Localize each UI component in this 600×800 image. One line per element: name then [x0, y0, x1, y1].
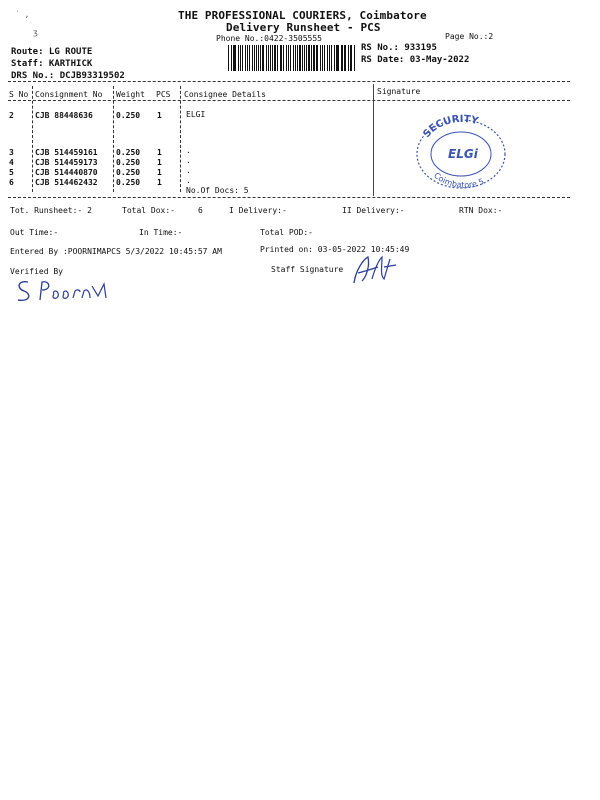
barcode-bar [258, 45, 259, 71]
column-header: PCS [156, 90, 171, 99]
total-dox-value: 6 [198, 206, 203, 215]
pcs-cell: 1 [157, 168, 162, 177]
barcode-bar [274, 45, 276, 71]
column-header: Consignment No [35, 90, 103, 99]
barcode-bar [233, 45, 234, 71]
divider [8, 100, 570, 101]
verified-by-label: Verified By [10, 267, 63, 276]
in-time: In Time:- [139, 228, 183, 237]
route: Route: LG ROUTE [11, 47, 93, 57]
barcode-bar [245, 45, 246, 71]
sno-cell: 2 [9, 111, 14, 120]
barcode-bar [262, 45, 264, 71]
barcode-bar [344, 45, 346, 71]
phone-number: Phone No.:0422-3505555 [216, 34, 322, 43]
barcode-bar [348, 45, 349, 71]
column-divider [180, 86, 181, 192]
barcode-bar [283, 45, 284, 71]
sno-cell: 3 [9, 148, 14, 157]
consignee-cell: ELGI [186, 110, 206, 119]
column-divider [32, 86, 33, 192]
ii-delivery: II Delivery:- [342, 206, 405, 215]
out-time: Out Time:- [10, 228, 59, 237]
consignment-cell: CJB 514440870 [35, 168, 98, 177]
company-title: THE PROFESSIONAL COURIERS, Coimbatore [178, 9, 427, 22]
barcode-bar [306, 45, 307, 71]
drs-number: DRS No.: DCJB93319502 [11, 71, 125, 81]
consignee-cell: . [186, 156, 191, 165]
barcode-bar [316, 45, 317, 71]
column-header: Signature [377, 87, 421, 96]
rs-number: RS No.: 933195 [361, 43, 437, 53]
barcode-bar [317, 45, 318, 71]
column-divider [373, 84, 374, 196]
consignment-cell: CJB 514459161 [35, 148, 98, 157]
column-divider [113, 86, 114, 192]
barcode-bar [293, 45, 295, 71]
barcode-bar [327, 45, 329, 71]
barcode-bar [337, 45, 338, 71]
barcode-bar [290, 45, 291, 71]
barcode-bar [242, 45, 243, 71]
barcode-bar [252, 45, 253, 71]
scan-speck: ʒ [33, 28, 38, 37]
verified-by-signature [14, 276, 124, 306]
entered-by: Entered By :POORNIMAPCS 5/3/2022 10:45:57 AM [10, 247, 222, 256]
staff: Staff: KARTHICK [11, 59, 93, 69]
consignee-cell: . [186, 176, 191, 185]
staff-signature-label: Staff Signature [271, 265, 344, 274]
barcode-bar [254, 45, 255, 71]
barcode-bar [354, 45, 355, 71]
barcode-bar [341, 45, 342, 71]
barcode-bar [334, 45, 335, 71]
barcode-bar [249, 45, 250, 71]
barcode-bar [311, 45, 312, 71]
consignee-cell: . [186, 166, 191, 175]
barcode-bar [270, 45, 271, 71]
barcode-bar [299, 45, 300, 71]
stamp-top-text: SECURITY [421, 113, 480, 140]
pcs-cell: 1 [157, 148, 162, 157]
weight-cell: 0.250 [116, 111, 141, 120]
column-header: S No [9, 90, 29, 99]
barcode-bar [304, 45, 305, 71]
total-pod: Total POD:- [260, 228, 313, 237]
pcs-cell: 1 [157, 111, 162, 120]
barcode-bar [240, 45, 241, 71]
barcode [228, 45, 356, 71]
barcode-bar [324, 45, 325, 71]
stamp-bottom-text: Coimbatore 5 [432, 170, 486, 190]
pcs-cell: 1 [157, 158, 162, 167]
weight-cell: 0.250 [116, 148, 141, 157]
barcode-bar [350, 45, 351, 71]
barcode-bar [322, 45, 323, 71]
barcode-bar [288, 45, 289, 71]
pcs-cell: 1 [157, 178, 162, 187]
barcode-bar [266, 45, 267, 71]
sno-cell: 6 [9, 178, 14, 187]
no-of-docs: No.Of Docs: 5 [186, 186, 249, 195]
stamp-logo-text: ELGi [448, 147, 478, 161]
scan-speck: ˙ , [15, 10, 30, 19]
column-header: Weight [116, 90, 145, 99]
barcode-bar [231, 45, 232, 71]
barcode-bar [313, 45, 314, 71]
consignment-cell: CJB 514459173 [35, 158, 98, 167]
weight-cell: 0.250 [116, 168, 141, 177]
barcode-bar [268, 45, 269, 71]
barcode-bar [286, 45, 287, 71]
weight-cell: 0.250 [116, 178, 141, 187]
consignment-cell: CJB 514462432 [35, 178, 98, 187]
consignment-cell: CJB 88448636 [35, 111, 93, 120]
barcode-bar [247, 45, 249, 71]
barcode-bar [342, 45, 343, 71]
barcode-bar [329, 45, 330, 71]
document-title: Delivery Runsheet - PCS [226, 21, 381, 34]
page-number: Page No.:2 [445, 32, 494, 41]
barcode-bar [295, 45, 296, 71]
consignee-cell: . [186, 146, 191, 155]
i-delivery: I Delivery:- [229, 206, 287, 215]
total-runsheet: Tot. Runsheet:- 2 [10, 206, 92, 215]
sno-cell: 4 [9, 158, 14, 167]
barcode-bar [272, 45, 273, 71]
barcode-bar [260, 45, 261, 71]
staff-signature [350, 253, 400, 287]
rtn-dox: RTN Dox:- [459, 206, 503, 215]
sno-cell: 5 [9, 168, 14, 177]
barcode-bar [297, 45, 298, 71]
divider [8, 197, 570, 198]
divider [8, 81, 570, 82]
printed-on: Printed on: 03-05-2022 10:45:49 [260, 245, 410, 254]
barcode-bar [302, 45, 303, 71]
barcode-bar [280, 45, 281, 71]
security-stamp [409, 113, 513, 195]
total-dox-label: Total Dox:- [122, 206, 175, 215]
barcode-bar [351, 45, 352, 71]
weight-cell: 0.250 [116, 158, 141, 167]
barcode-bar [238, 45, 239, 71]
barcode-bar [320, 45, 321, 71]
barcode-bar [331, 45, 332, 71]
barcode-bar [228, 45, 229, 71]
barcode-bar [234, 45, 236, 71]
barcode-bar [277, 45, 278, 71]
barcode-bar [256, 45, 257, 71]
rs-date: RS Date: 03-May-2022 [361, 55, 470, 65]
column-header: Consignee Details [184, 90, 266, 99]
barcode-bar [281, 45, 282, 71]
barcode-bar [308, 45, 310, 71]
barcode-bar [336, 45, 337, 71]
